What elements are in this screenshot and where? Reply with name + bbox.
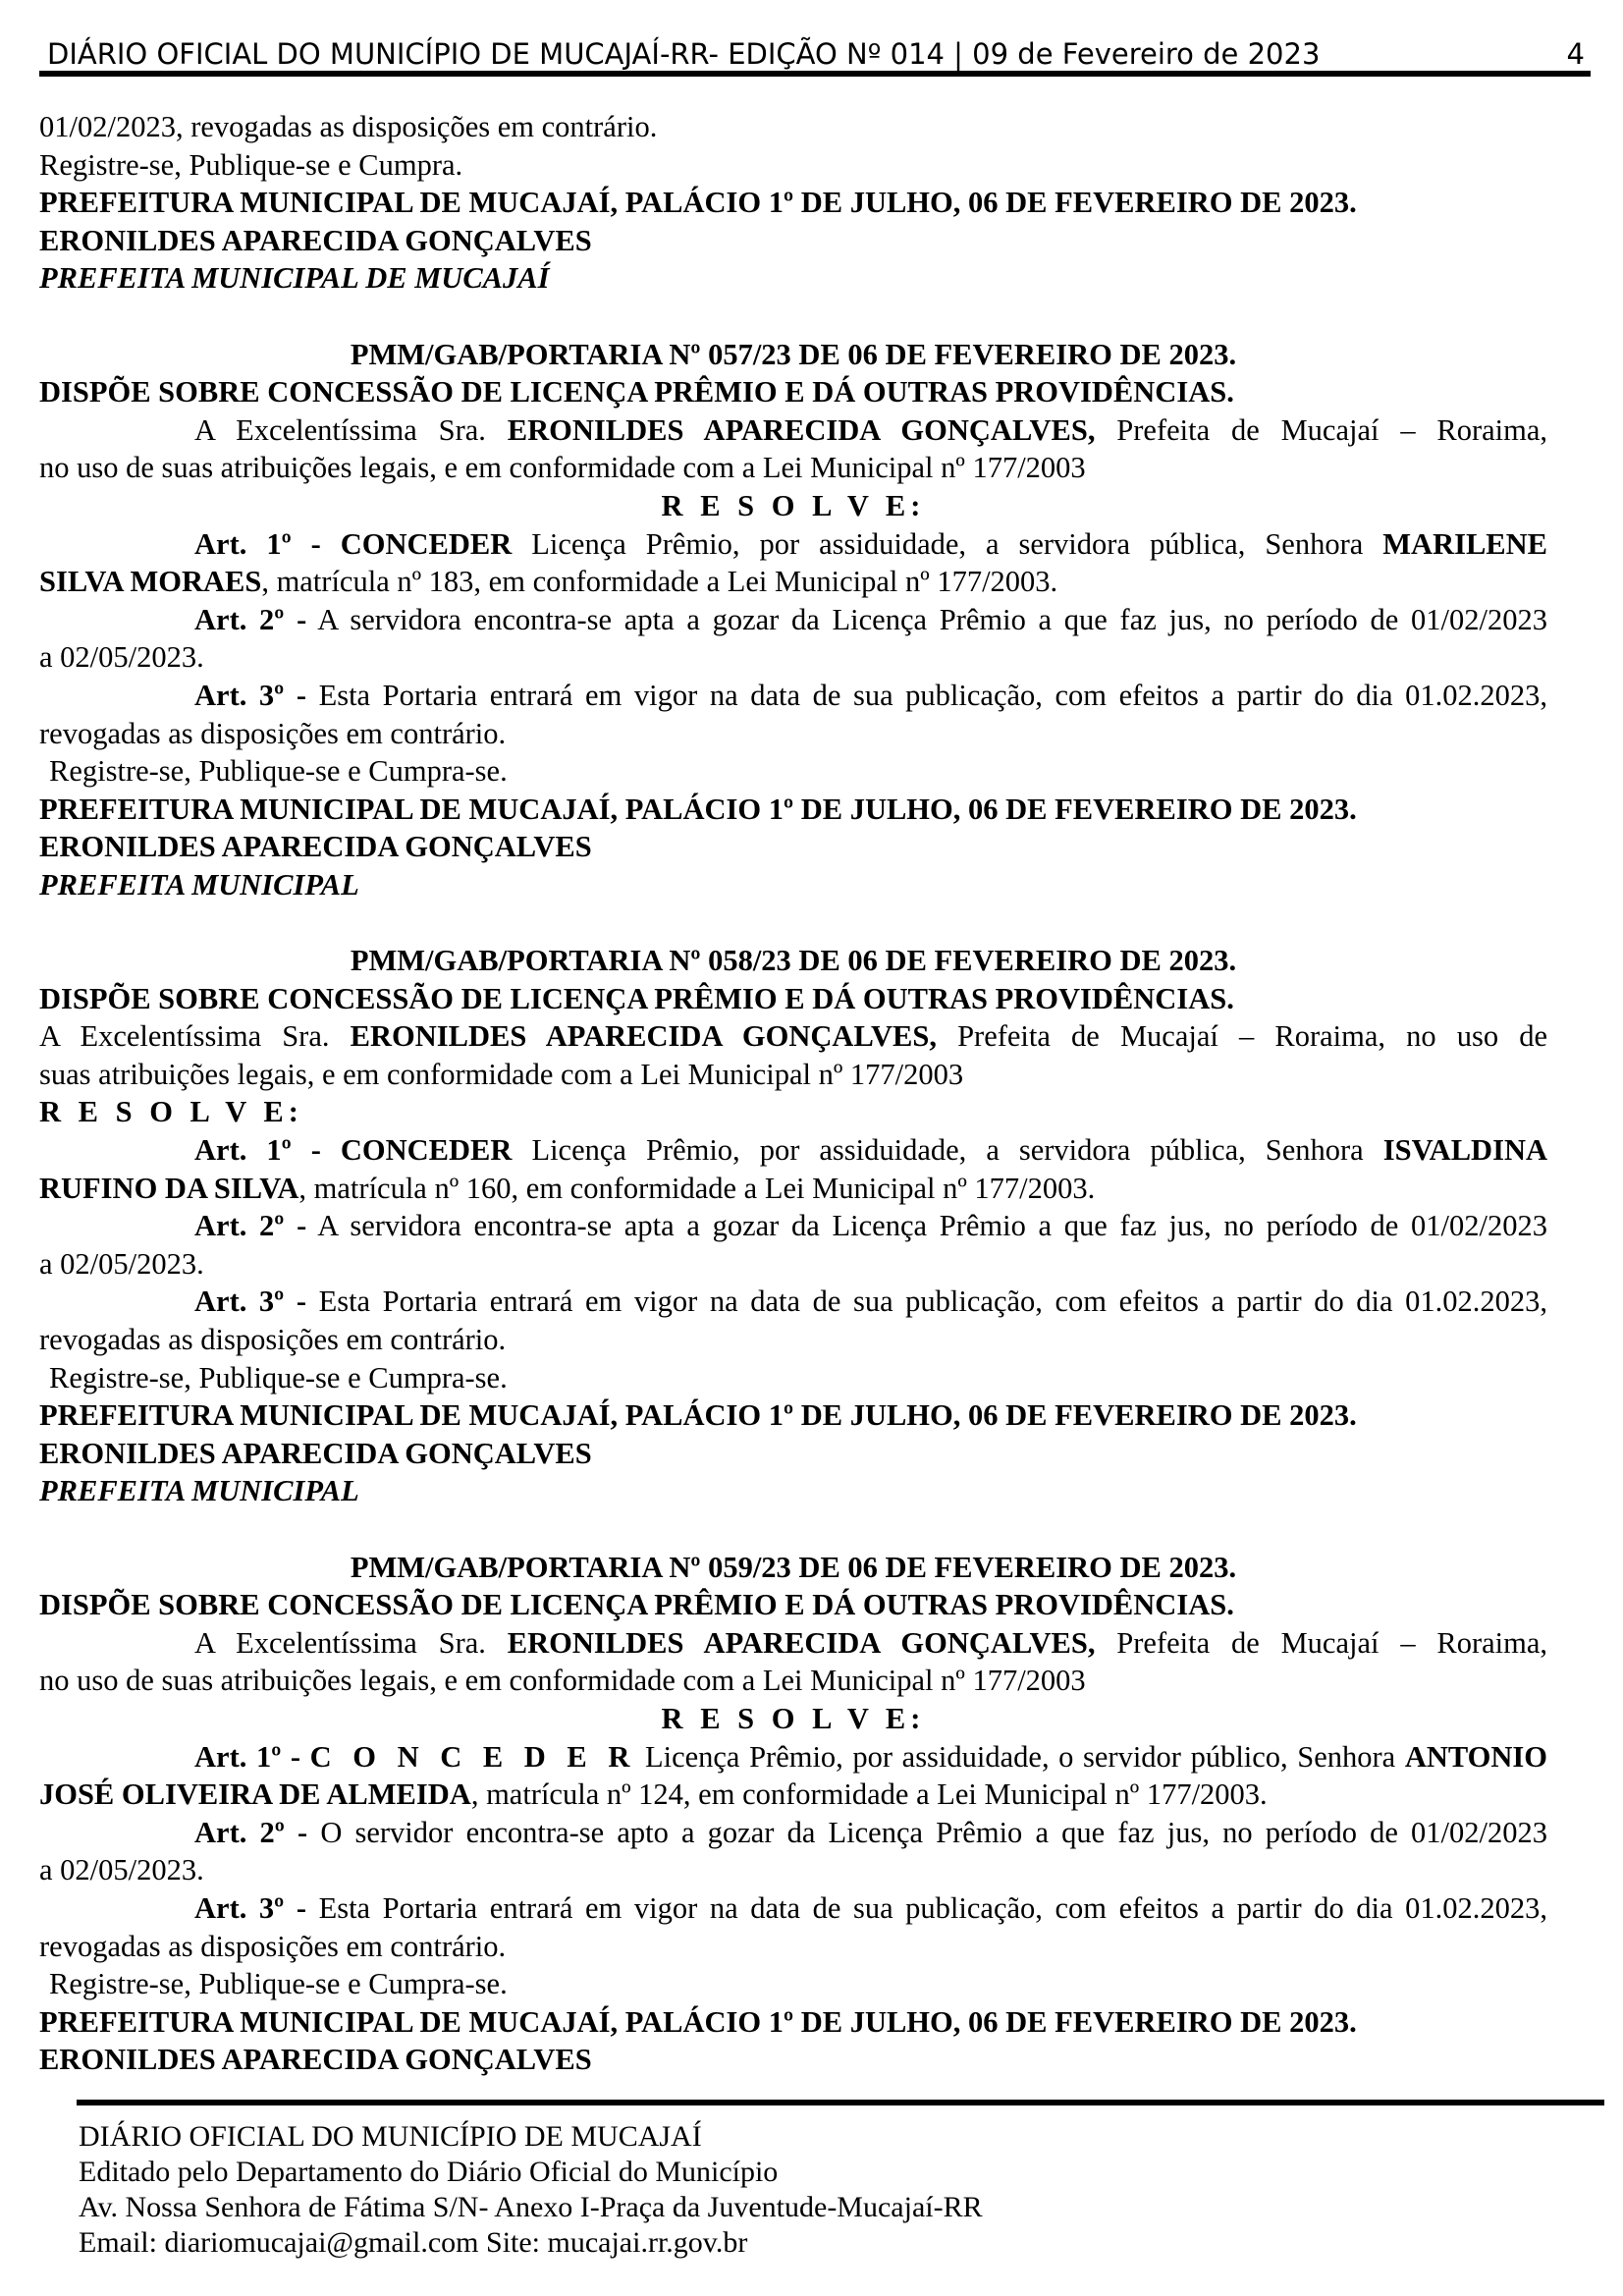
- art1-line-1: [39, 525, 1547, 564]
- art2-line-1: [39, 601, 1547, 639]
- art2-line-1: [39, 1814, 1547, 1852]
- preamble-line-2: no uso de suas atribuições legais, e em conformidade com a Lei Municipal nº 177/2003: [39, 1664, 1086, 1698]
- art1-verb: C O N C E D E R: [309, 1739, 636, 1774]
- art1-label: Art. 1º -: [194, 1739, 301, 1774]
- art1-rest: , matrícula nº 160, em conformidade a Lei Municipal nº 177/2003.: [298, 1171, 1096, 1205]
- document-body: [39, 108, 1547, 2079]
- resolve-heading: R E S O L V E:: [661, 488, 926, 522]
- preamble-text: A Excelentíssima Sra.: [39, 1019, 330, 1054]
- preamble-line-1: [39, 411, 1547, 450]
- intro-line-1: 01/02/2023, revogadas as disposições em contrário.: [39, 110, 658, 143]
- register-line: Registre-se, Publique-se e Cumpra-se.: [49, 1360, 508, 1394]
- portaria-subtitle: DISPÕE SOBRE CONCESSÃO DE LICENÇA PRÊMIO E DÁ OUTRAS PROVIDÊNCIAS.: [39, 981, 1234, 1015]
- portaria-subtitle: DISPÕE SOBRE CONCESSÃO DE LICENÇA PRÊMIO E DÁ OUTRAS PROVIDÊNCIAS.: [39, 375, 1234, 410]
- art3-line-1: [39, 1889, 1547, 1928]
- art2-line-2: a 02/05/2023.: [39, 640, 204, 675]
- portaria-title: PMM/GAB/PORTARIA Nº 059/23 DE 06 DE FEVEREIRO DE 2023.: [350, 1550, 1237, 1584]
- art1-verb: CONCEDER: [340, 526, 513, 561]
- art1-rest: , matrícula nº 124, em conformidade a Lei Municipal nº 177/2003.: [470, 1777, 1268, 1812]
- mayor-name: ERONILDES APARECIDA GONÇALVES,: [350, 1019, 937, 1054]
- art1-line-2: [39, 563, 1547, 601]
- portaria-058: [39, 942, 1547, 1510]
- preamble-text: Prefeita de Mucajaí – Roraima,: [1116, 412, 1547, 447]
- art3-line-1: [39, 1283, 1547, 1321]
- preamble-text: Prefeita de Mucajaí – Roraima, no uso de: [957, 1019, 1547, 1054]
- page-number: 4: [1566, 37, 1585, 71]
- art1-name-first: ANTONIO: [1404, 1739, 1547, 1774]
- art2-text: A servidora encontra-se apta a gozar da Licença Prêmio a que faz jus, no período de 01/02/2023: [317, 1209, 1547, 1243]
- footer-address: Av. Nossa Senhora de Fátima S/N- Anexo I-Praça da Juventude-Mucajaí-RR: [79, 2191, 983, 2223]
- preamble-text: A Excelentíssima Sra.: [194, 412, 486, 447]
- art2-line-2: a 02/05/2023.: [39, 1853, 204, 1887]
- art1-name-rest: SILVA MORAES: [39, 565, 262, 599]
- art1-line-2: [39, 1170, 1547, 1208]
- intro-line-2: Registre-se, Publique-se e Cumpra.: [39, 147, 463, 182]
- signer-role: PREFEITA MUNICIPAL: [39, 1474, 359, 1508]
- art1-name-rest: JOSÉ OLIVEIRA DE ALMEIDA: [39, 1777, 471, 1812]
- art1-label: Art. 1º -: [194, 526, 321, 561]
- art1-text: Licença Prêmio, por assiduidade, a servidora pública, Senhora: [531, 526, 1364, 561]
- art1-line-2: [39, 1776, 1547, 1814]
- preamble-line-2: suas atribuições legais, e em conformidade com a Lei Municipal nº 177/2003: [39, 1057, 964, 1091]
- art3-text: Esta Portaria entrará em vigor na data de sua publicação, com efeitos a partir do dia 01.02.2023,: [318, 1285, 1547, 1319]
- art1-label: Art. 1º -: [194, 1133, 321, 1168]
- art1-name-first: ISVALDINA: [1382, 1133, 1547, 1168]
- preamble-line-1: [39, 1624, 1547, 1663]
- resolve-heading: R E S O L V E:: [39, 1095, 303, 1129]
- preamble-text: A Excelentíssima Sra.: [194, 1625, 486, 1660]
- palace-line: PREFEITURA MUNICIPAL DE MUCAJAÍ, PALÁCIO 1º DE JULHO, 06 DE FEVEREIRO DE 2023.: [39, 1398, 1357, 1433]
- signer-name: ERONILDES APARECIDA GONÇALVES: [39, 830, 592, 864]
- art1-name-rest: RUFINO DA SILVA: [39, 1171, 299, 1205]
- signer-role: PREFEITA MUNICIPAL: [39, 867, 359, 902]
- art1-text: Licença Prêmio, por assiduidade, a servidora pública, Senhora: [531, 1133, 1364, 1168]
- portaria-title: PMM/GAB/PORTARIA Nº 057/23 DE 06 DE FEVEREIRO DE 2023.: [350, 337, 1237, 371]
- art3-label: Art. 3º -: [194, 1285, 306, 1319]
- art3-label: Art. 3º -: [194, 1890, 306, 1925]
- art1-line-1: [39, 1131, 1547, 1170]
- mayor-name: ERONILDES APARECIDA GONÇALVES,: [507, 1625, 1096, 1660]
- art2-line-1: [39, 1207, 1547, 1245]
- intro-palace-line: PREFEITURA MUNICIPAL DE MUCAJAÍ, PALÁCIO 1º DE JULHO, 06 DE FEVEREIRO DE 2023.: [39, 186, 1357, 220]
- art3-line-2: revogadas as disposições em contrário.: [39, 1929, 507, 1963]
- art2-line-2: a 02/05/2023.: [39, 1246, 204, 1281]
- portaria-title: PMM/GAB/PORTARIA Nº 058/23 DE 06 DE FEVEREIRO DE 2023.: [350, 944, 1237, 978]
- intro-signer: ERONILDES APARECIDA GONÇALVES: [39, 223, 592, 257]
- portaria-057: [39, 336, 1547, 904]
- art1-text: Licença Prêmio, por assiduidade, o servidor público, Senhora: [644, 1739, 1396, 1774]
- art2-text: A servidora encontra-se apta a gozar da Licença Prêmio a que faz jus, no período de 01/02/2023: [317, 602, 1547, 636]
- art3-line-1: [39, 677, 1547, 715]
- art2-text: O servidor encontra-se apto a gozar da Licença Prêmio a que faz jus, no período de 01/02/2023: [320, 1815, 1547, 1849]
- art3-label: Art. 3º -: [194, 678, 306, 712]
- art2-label: Art. 2º -: [194, 1209, 307, 1243]
- preamble-line-1: [39, 1017, 1547, 1056]
- palace-line: PREFEITURA MUNICIPAL DE MUCAJAÍ, PALÁCIO 1º DE JULHO, 06 DE FEVEREIRO DE 2023.: [39, 792, 1357, 826]
- art3-line-2: revogadas as disposições em contrário.: [39, 1323, 507, 1356]
- art3-text: Esta Portaria entrará em vigor na data de sua publicação, com efeitos a partir do dia 01.02.2023,: [318, 678, 1547, 712]
- page-header: [39, 35, 1591, 77]
- signer-name: ERONILDES APARECIDA GONÇALVES: [39, 2043, 592, 2077]
- footer-editor: Editado pelo Departamento do Diário Oficial do Município: [79, 2156, 779, 2188]
- signer-name: ERONILDES APARECIDA GONÇALVES: [39, 1436, 592, 1470]
- portaria-059: [39, 1549, 1547, 2079]
- page-footer: [79, 2119, 983, 2261]
- art2-label: Art. 2º -: [194, 1815, 308, 1849]
- art1-rest: , matrícula nº 183, em conformidade a Lei Municipal nº 177/2003.: [261, 565, 1058, 599]
- footer-divider: [77, 2100, 1604, 2105]
- portaria-subtitle: DISPÕE SOBRE CONCESSÃO DE LICENÇA PRÊMIO E DÁ OUTRAS PROVIDÊNCIAS.: [39, 1588, 1234, 1622]
- footer-gazette-name: DIÁRIO OFICIAL DO MUNICÍPIO DE MUCAJAÍ: [79, 2120, 702, 2153]
- art1-line-1: [39, 1738, 1547, 1777]
- header-title: DIÁRIO OFICIAL DO MUNICÍPIO DE MUCAJAÍ-RR- EDIÇÃO Nº 014 | 09 de Fevereiro de 2023: [47, 37, 1321, 71]
- register-line: Registre-se, Publique-se e Cumpra-se.: [49, 1967, 508, 2001]
- register-line: Registre-se, Publique-se e Cumpra-se.: [49, 754, 508, 789]
- mayor-name: ERONILDES APARECIDA GONÇALVES,: [507, 412, 1096, 447]
- intro-role: PREFEITA MUNICIPAL DE MUCAJAÍ: [39, 261, 550, 296]
- art3-text: Esta Portaria entrará em vigor na data de sua publicação, com efeitos a partir do dia 01.02.2023,: [318, 1890, 1547, 1925]
- preamble-line-2: no uso de suas atribuições legais, e em conformidade com a Lei Municipal nº 177/2003: [39, 451, 1086, 485]
- art2-label: Art. 2º -: [194, 602, 307, 636]
- resolve-heading: R E S O L V E:: [661, 1701, 926, 1735]
- footer-contact: Email: diariomucajai@gmail.com Site: mucajai.rr.gov.br: [79, 2226, 748, 2259]
- palace-line: PREFEITURA MUNICIPAL DE MUCAJAÍ, PALÁCIO 1º DE JULHO, 06 DE FEVEREIRO DE 2023.: [39, 2004, 1357, 2039]
- art3-line-2: revogadas as disposições em contrário.: [39, 716, 507, 750]
- preamble-text: Prefeita de Mucajaí – Roraima,: [1116, 1625, 1547, 1660]
- art1-verb: CONCEDER: [340, 1133, 513, 1168]
- art1-name-first: MARILENE: [1382, 526, 1547, 561]
